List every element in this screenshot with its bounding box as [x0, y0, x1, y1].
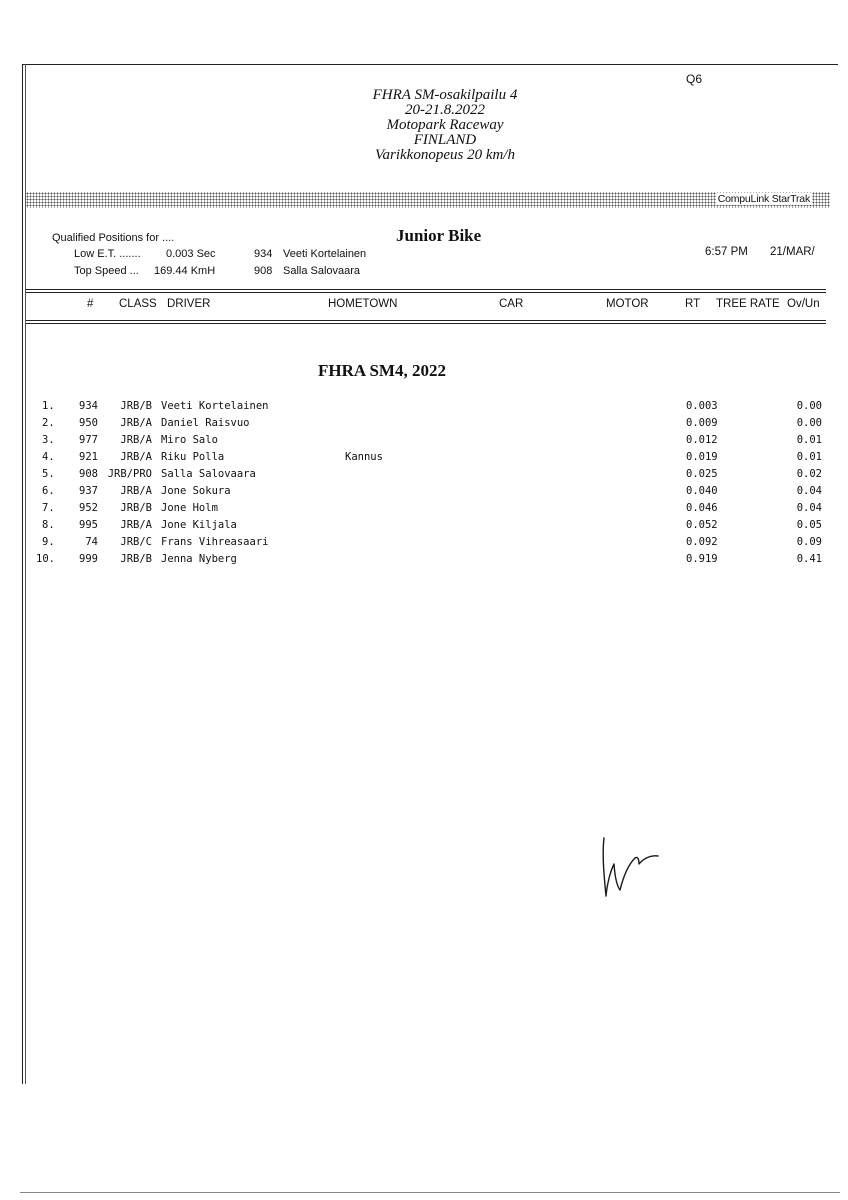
low-et-driver: Veeti Kortelainen	[283, 248, 367, 260]
row-rt: 0.092	[686, 536, 718, 548]
row-ov-un: 0.04	[796, 485, 822, 497]
row-rt: 0.003	[686, 400, 718, 412]
row-hometown: Kannus	[345, 451, 383, 463]
frame-left-line	[22, 64, 23, 1084]
report-time: 6:57 PM	[705, 246, 748, 258]
header-rule-bottom	[26, 320, 826, 321]
row-driver: Daniel Raisvuo	[161, 417, 250, 429]
row-number: 950	[79, 417, 98, 429]
row-ov-un: 0.04	[796, 502, 822, 514]
row-position: 5.	[42, 468, 55, 480]
col-header-rt: RT	[685, 298, 701, 310]
row-class: JRB/A	[120, 519, 152, 531]
table-row	[0, 468, 848, 485]
header-rule-bottom-inner	[26, 323, 826, 324]
page-tag: Q6	[686, 72, 703, 86]
row-driver: Salla Salovaara	[161, 468, 256, 480]
col-header-car: CAR	[499, 298, 524, 310]
table-row	[0, 451, 848, 468]
row-ov-un: 0.05	[796, 519, 822, 531]
row-position: 2.	[42, 417, 55, 429]
timing-system-label: CompuLink StarTrak	[717, 193, 810, 205]
event-header	[260, 88, 630, 163]
frame-bottom-line	[20, 1192, 840, 1193]
qualified-title: Qualified Positions for ....	[52, 232, 175, 244]
row-position: 10.	[36, 553, 55, 565]
row-class: JRB/A	[120, 434, 152, 446]
top-speed-value: 169.44 KmH	[154, 265, 216, 277]
row-number: 977	[79, 434, 98, 446]
row-rt: 0.025	[686, 468, 718, 480]
row-driver: Jenna Nyberg	[161, 553, 237, 565]
class-title: Junior Bike	[396, 226, 482, 245]
row-rt: 0.040	[686, 485, 718, 497]
event-title: FHRA SM-osakilpailu 4	[372, 87, 518, 103]
row-rt: 0.052	[686, 519, 718, 531]
section-title: FHRA SM4, 2022	[318, 361, 446, 380]
row-class: JRB/B	[120, 502, 152, 514]
row-number: 952	[79, 502, 98, 514]
row-number: 908	[79, 468, 98, 480]
col-header-class: CLASS	[119, 298, 157, 310]
row-rt: 0.919	[686, 553, 718, 565]
col-header-tree-rate: TREE RATE	[716, 298, 780, 310]
table-row	[0, 400, 848, 417]
low-et-label: Low E.T. .......	[74, 248, 141, 260]
event-pit-speed: Varikkonopeus 20 km/h	[375, 147, 515, 163]
table-row	[0, 434, 848, 451]
table-row	[0, 502, 848, 519]
row-driver: Veeti Kortelainen	[161, 400, 269, 412]
row-ov-un: 0.41	[796, 553, 822, 565]
table-row	[0, 519, 848, 536]
table-row	[0, 553, 848, 570]
header-rule-top-inner	[26, 292, 826, 293]
row-rt: 0.019	[686, 451, 718, 463]
top-speed-label: Top Speed ...	[74, 265, 139, 277]
col-header-motor: MOTOR	[606, 298, 649, 310]
top-speed-number: 908	[254, 265, 273, 277]
row-ov-un: 0.00	[796, 417, 822, 429]
row-class: JRB/B	[120, 400, 152, 412]
row-driver: Jone Holm	[161, 502, 218, 514]
handwritten-signature	[590, 830, 700, 910]
table-row	[0, 536, 848, 553]
row-class: JRB/A	[120, 451, 152, 463]
row-ov-un: 0.01	[796, 451, 822, 463]
row-class: JRB/C	[120, 536, 152, 548]
table-row	[0, 417, 848, 434]
row-rt: 0.012	[686, 434, 718, 446]
row-rt: 0.046	[686, 502, 718, 514]
row-position: 4.	[42, 451, 55, 463]
low-et-number: 934	[254, 248, 273, 260]
header-rule-top	[26, 289, 826, 290]
row-number: 74	[85, 536, 98, 548]
dotted-band	[26, 192, 830, 208]
row-number: 937	[79, 485, 98, 497]
event-country: FINLAND	[413, 132, 477, 148]
report-date: 21/MAR/	[770, 246, 815, 258]
row-position: 9.	[42, 536, 55, 548]
frame-left-line-inner	[25, 64, 26, 1084]
row-number: 921	[79, 451, 98, 463]
col-header-num: #	[87, 298, 94, 310]
table-row	[0, 485, 848, 502]
top-speed-driver: Salla Salovaara	[283, 265, 361, 277]
row-number: 934	[79, 400, 98, 412]
event-venue: Motopark Raceway	[386, 117, 504, 133]
row-driver: Miro Salo	[161, 434, 218, 446]
row-class: JRB/PRO	[107, 468, 152, 480]
row-class: JRB/A	[120, 417, 152, 429]
row-position: 8.	[42, 519, 55, 531]
row-number: 995	[79, 519, 98, 531]
low-et-value: 0.003 Sec	[166, 248, 216, 260]
col-header-ov-un: Ov/Un	[787, 298, 820, 310]
row-driver: Frans Vihreasaari	[161, 536, 269, 548]
row-position: 3.	[42, 434, 55, 446]
col-header-hometown: HOMETOWN	[328, 298, 398, 310]
row-ov-un: 0.00	[796, 400, 822, 412]
row-class: JRB/B	[120, 553, 152, 565]
event-dates: 20-21.8.2022	[405, 102, 485, 118]
row-number: 999	[79, 553, 98, 565]
row-position: 6.	[42, 485, 55, 497]
frame-top-line	[22, 64, 838, 65]
row-ov-un: 0.09	[796, 536, 822, 548]
row-class: JRB/A	[120, 485, 152, 497]
row-rt: 0.009	[686, 417, 718, 429]
row-driver: Jone Kiljala	[161, 519, 237, 531]
row-position: 1.	[42, 400, 55, 412]
row-driver: Jone Sokura	[161, 485, 231, 497]
row-ov-un: 0.02	[796, 468, 822, 480]
row-position: 7.	[42, 502, 55, 514]
col-header-driver: DRIVER	[167, 298, 211, 310]
row-ov-un: 0.01	[796, 434, 822, 446]
row-driver: Riku Polla	[161, 451, 225, 463]
